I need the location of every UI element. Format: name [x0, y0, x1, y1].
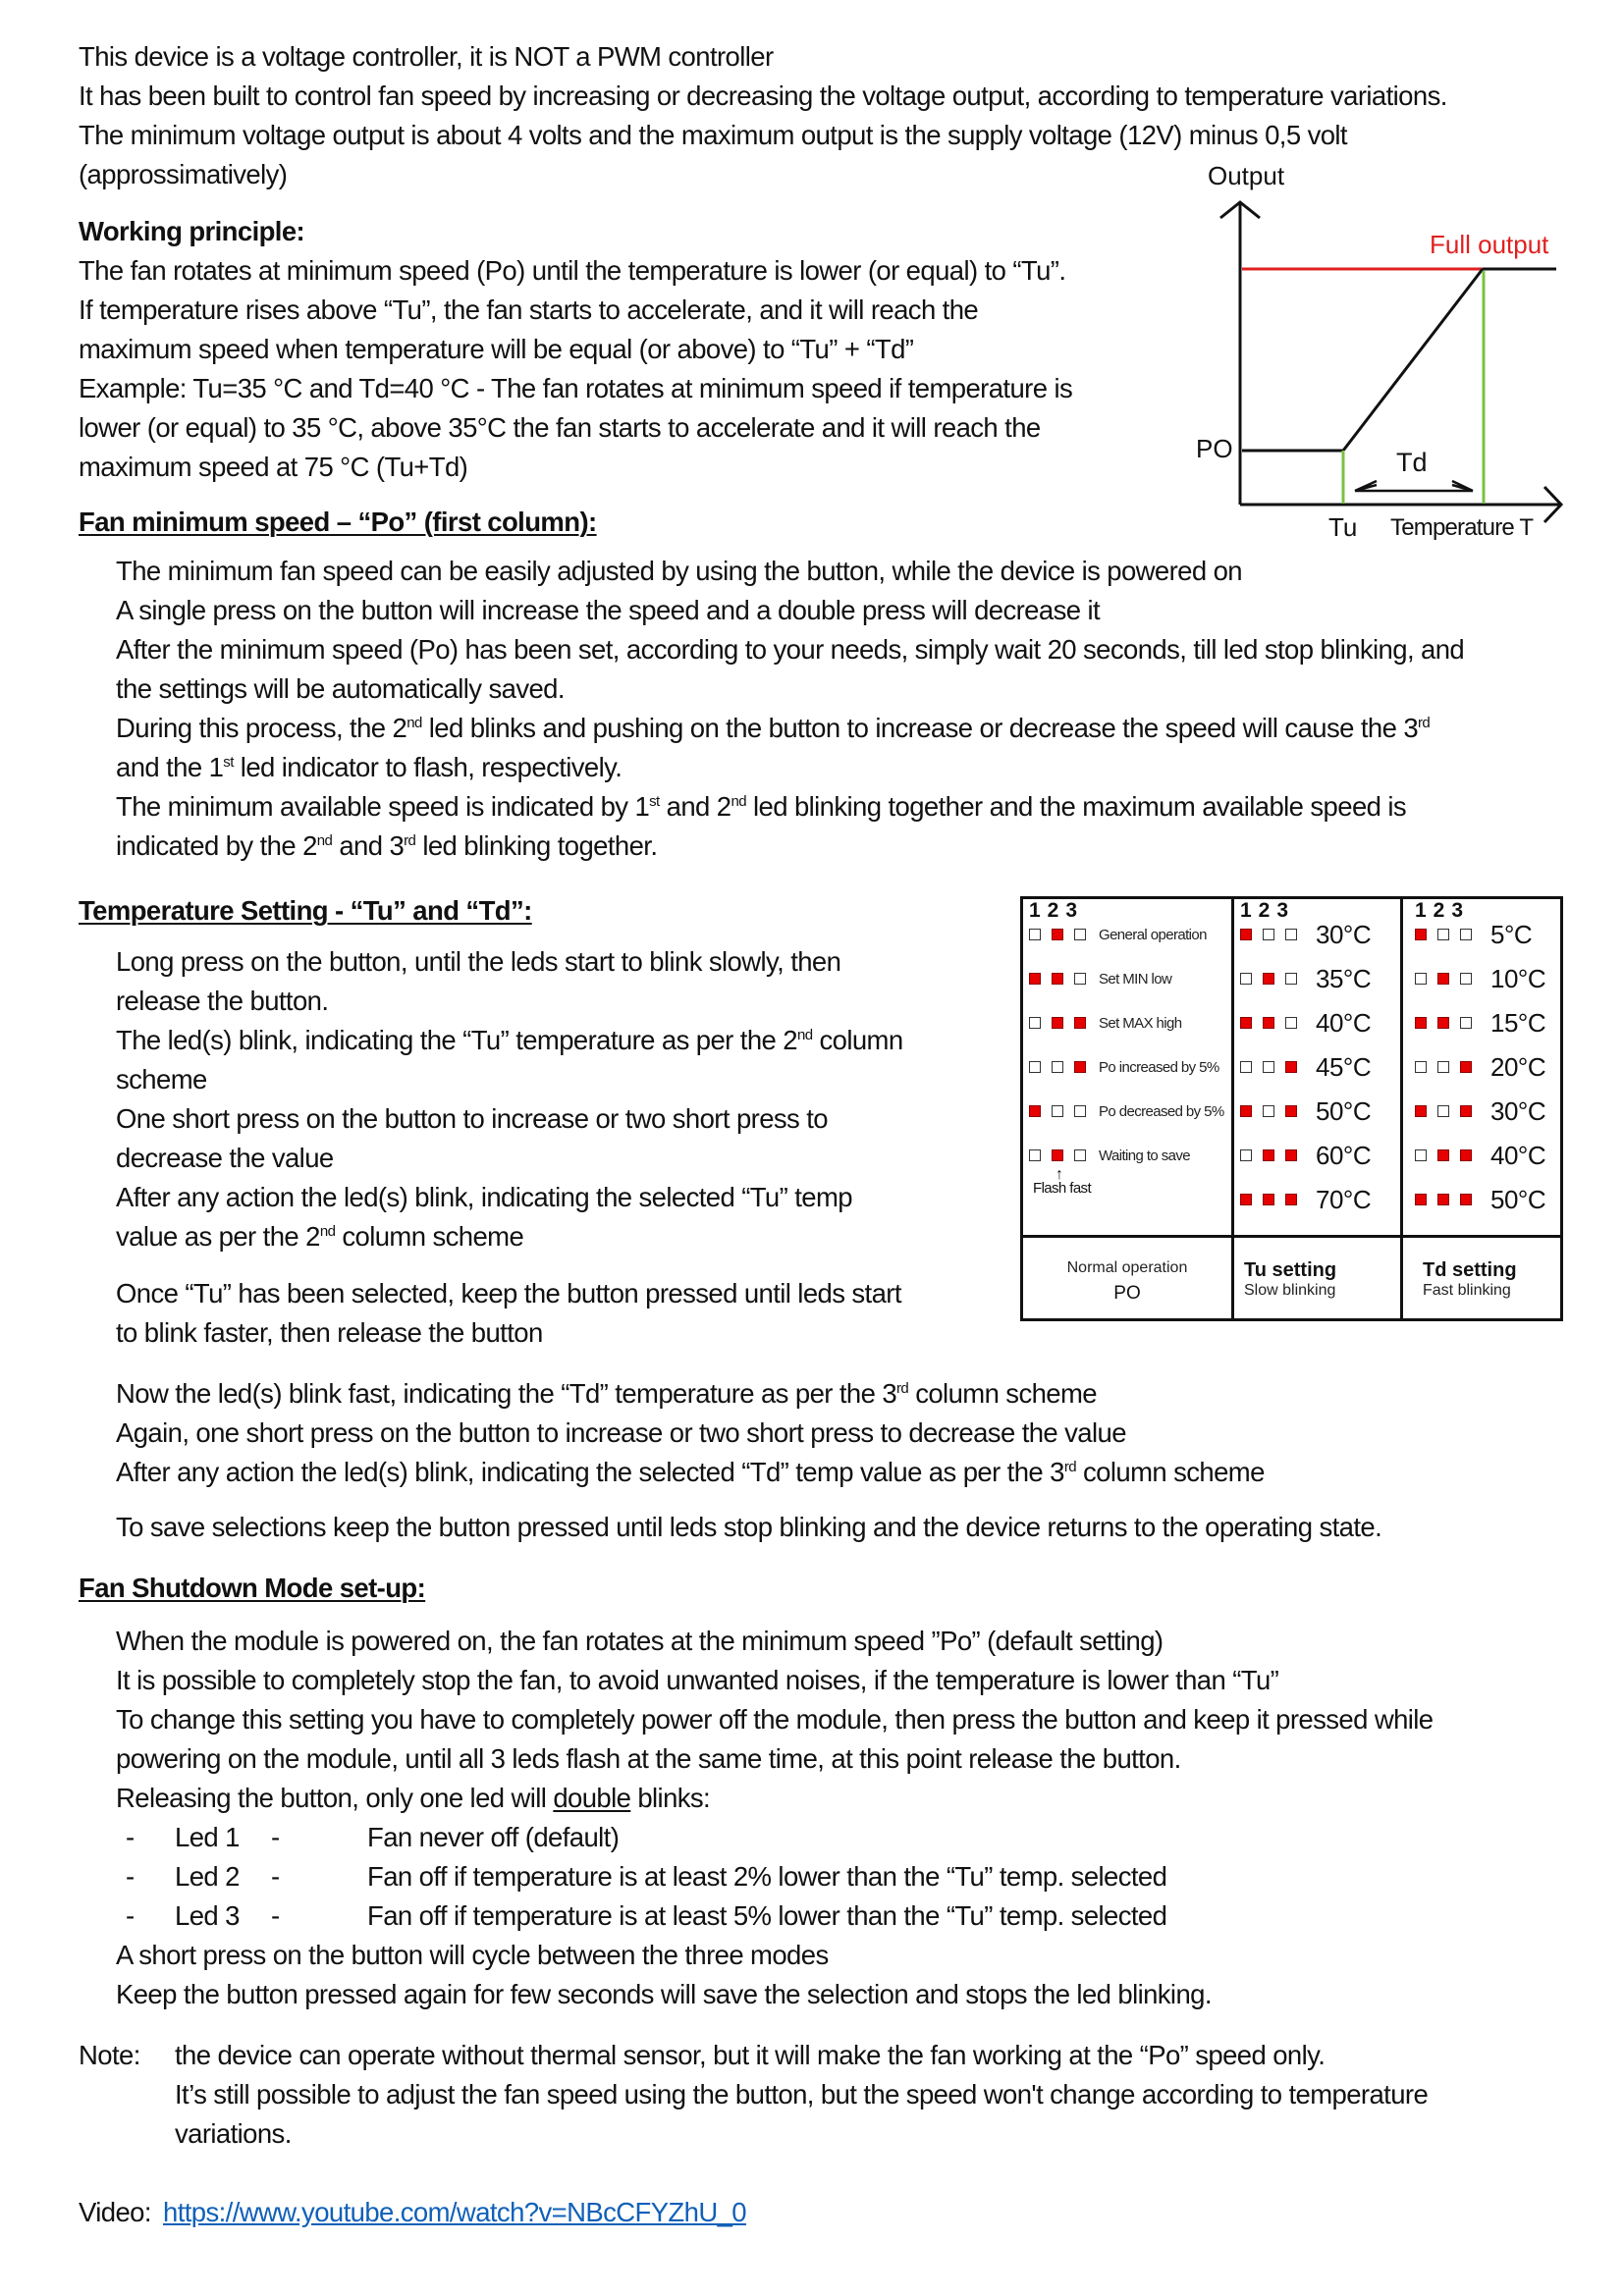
- led-2-flashing-icon: [1052, 1149, 1063, 1161]
- td-row: 20°C: [1415, 1053, 1545, 1081]
- led-1-off: [1029, 1017, 1041, 1029]
- tu-column: [1234, 899, 1400, 1318]
- led-2-on: [1052, 929, 1063, 940]
- led-2-on: [1052, 973, 1063, 985]
- tu-row: 45°C: [1240, 1053, 1371, 1081]
- fan-min-speed-line: and the 1st led indicator to flash, respectively.: [116, 752, 623, 782]
- shutdown-heading: Fan Shutdown Mode set-up:: [79, 1573, 426, 1603]
- diagram-td-label: Td: [1396, 448, 1428, 477]
- led-2-off: [1052, 1105, 1063, 1117]
- led-1-off: [1029, 1061, 1041, 1073]
- diagram-y-label: Output: [1208, 161, 1285, 190]
- temp-setting-line: decrease the value: [116, 1143, 334, 1173]
- tu-row: 35°C: [1240, 965, 1371, 992]
- led-3-on: [1074, 1017, 1086, 1029]
- flash-fast-note: Flash fast: [1033, 1180, 1092, 1197]
- led-1-off: [1029, 1149, 1041, 1161]
- td-row: 40°C: [1415, 1142, 1545, 1169]
- diagram-tu-label: Tu: [1328, 512, 1358, 542]
- temp-setting-line: To save selections keep the button pressed until leds stop blinking and the device returns to the operating state.: [116, 1512, 1382, 1542]
- tu-row: 70°C: [1240, 1186, 1371, 1213]
- intro-line: (approssimatively): [79, 159, 288, 189]
- intro-line: This device is a voltage controller, it is NOT a PWM controller: [79, 41, 774, 72]
- working-principle-heading: Working principle:: [79, 216, 305, 246]
- led-number-header: 123: [1415, 899, 1471, 922]
- shutdown-line: To change this setting you have to completely power off the module, then press the button and keep it pressed while: [116, 1704, 1434, 1735]
- led-3-off: [1074, 1149, 1086, 1161]
- po-column-footer: Normal operation PO: [1066, 1259, 1188, 1304]
- temp-setting-line: One short press on the button to increase or two short press to: [116, 1103, 828, 1134]
- diagram-full-output-label: Full output: [1430, 230, 1549, 259]
- fan-min-speed-line: After the minimum speed (Po) has been set, according to your needs, simply wait 20 seconds, till led stop blinking, and: [116, 634, 1465, 665]
- shutdown-line: powering on the module, until all 3 leds flash at the same time, at this point release the button.: [116, 1743, 1181, 1774]
- po-column: [1023, 899, 1231, 1318]
- led-3-off: [1074, 929, 1086, 940]
- working-principle-line: maximum speed when temperature will be equal (or above) to “Tu” + “Td”: [79, 334, 914, 364]
- temp-setting-line: to blink faster, then release the button: [116, 1317, 543, 1348]
- output-temperature-diagram: [1178, 157, 1624, 550]
- temp-setting-line: After any action the led(s) blink, indicating the selected “Tu” temp: [116, 1182, 852, 1212]
- led-1-on: [1029, 1105, 1041, 1117]
- fan-min-speed-line: The minimum available speed is indicated by 1st and 2nd led blinking together and the maximum available speed is: [116, 791, 1407, 822]
- shutdown-line: When the module is powered on, the fan rotates at the minimum speed ”Po” (default setting): [116, 1626, 1164, 1656]
- working-principle-line: lower (or equal) to 35 °C, above 35°C the fan starts to accelerate and it will reach the: [79, 412, 1041, 443]
- working-principle-line: The fan rotates at minimum speed (Po) until the temperature is lower (or equal) to “Tu”.: [79, 255, 1066, 286]
- temp-setting-line: release the button.: [116, 986, 329, 1016]
- shutdown-line: It is possible to completely stop the fan, to avoid unwanted noises, if the temperature is lower than “Tu”: [116, 1665, 1279, 1695]
- diagram-po-label: PO: [1196, 434, 1233, 463]
- po-row-waiting-to-save: Waiting to save: [1029, 1142, 1190, 1169]
- intro-line: The minimum voltage output is about 4 volts and the maximum output is the supply voltage (12V) minus 0,5 volt: [79, 120, 1347, 150]
- fan-min-speed-line: indicated by the 2nd and 3rd led blinking together.: [116, 830, 658, 861]
- temp-setting-line: Once “Tu” has been selected, keep the button pressed until leds start: [116, 1278, 901, 1308]
- working-principle-line: If temperature rises above “Tu”, the fan starts to accelerate, and it will reach the: [79, 294, 979, 325]
- tu-column-footer: Tu setting Slow blinking: [1244, 1259, 1337, 1299]
- fan-min-speed-line: the settings will be automatically saved.: [116, 673, 565, 704]
- diagram-x-label: Temperature T: [1390, 514, 1534, 541]
- temp-setting-line: After any action the led(s) blink, indicating the selected “Td” temp value as per the 3rd column scheme: [116, 1457, 1265, 1487]
- led-3-off: [1074, 973, 1086, 985]
- led-3-off: [1074, 1105, 1086, 1117]
- working-principle-line: Example: Tu=35 °C and Td=40 °C - The fan rotates at minimum speed if temperature is: [79, 373, 1073, 403]
- temp-setting-line: Again, one short press on the button to increase or two short press to decrease the value: [116, 1417, 1126, 1448]
- fan-min-speed-line: A single press on the button will increase the speed and a double press will decrease it: [116, 595, 1101, 625]
- td-row: 5°C: [1415, 921, 1532, 948]
- td-column: [1403, 899, 1560, 1318]
- tu-row: 30°C: [1240, 921, 1371, 948]
- shutdown-line: A short press on the button will cycle between the three modes: [116, 1940, 829, 1970]
- led-number-header: 123: [1029, 899, 1085, 922]
- temp-setting-line: scheme: [116, 1064, 207, 1095]
- led-scheme-table: [1020, 896, 1563, 1321]
- video-label: Video:: [79, 2197, 151, 2227]
- tu-row: 50°C: [1240, 1097, 1371, 1125]
- temp-setting-line: value as per the 2nd column scheme: [116, 1221, 524, 1252]
- note-line: It’s still possible to adjust the fan speed using the button, but the speed won't change according to temperature: [175, 2079, 1429, 2109]
- led-3-on: [1074, 1061, 1086, 1073]
- led-1-on: [1029, 973, 1041, 985]
- po-row-set-max-high: Set MAX high: [1029, 1009, 1182, 1037]
- td-row: 15°C: [1415, 1009, 1545, 1037]
- temp-setting-line: Now the led(s) blink fast, indicating the “Td” temperature as per the 3rd column scheme: [116, 1378, 1097, 1409]
- tu-row: 60°C: [1240, 1142, 1371, 1169]
- led-2-on: [1052, 1017, 1063, 1029]
- td-row: 10°C: [1415, 965, 1545, 992]
- led-1-off: [1029, 929, 1041, 940]
- fan-min-speed-heading: Fan minimum speed – “Po” (first column):: [79, 507, 597, 537]
- diagram-graphic: [1178, 157, 1624, 550]
- temp-setting-heading: Temperature Setting - “Tu” and “Td”:: [79, 895, 532, 926]
- led-2-off: [1052, 1061, 1063, 1073]
- working-principle-line: maximum speed at 75 °C (Tu+Td): [79, 452, 468, 482]
- temp-setting-line: The led(s) blink, indicating the “Tu” temperature as per the 2nd column: [116, 1025, 903, 1055]
- fan-min-speed-line: During this process, the 2nd led blinks and pushing on the button to increase or decrease the speed will cause the 3rd: [116, 713, 1431, 743]
- po-row-general-operation: General operation: [1029, 921, 1207, 948]
- note-line: the device can operate without thermal sensor, but it will make the fan working at the “Po” speed only.: [175, 2040, 1326, 2070]
- tu-row: 40°C: [1240, 1009, 1371, 1037]
- intro-line: It has been built to control fan speed by increasing or decreasing the voltage output, according to temperature variations.: [79, 80, 1447, 111]
- temp-setting-line: Long press on the button, until the leds start to blink slowly, then: [116, 946, 841, 977]
- note-line: variations.: [175, 2118, 292, 2149]
- up-arrow-icon: ↑: [1056, 1166, 1063, 1183]
- shutdown-line: Releasing the button, only one led will double blinks:: [116, 1783, 711, 1813]
- shutdown-line: Keep the button pressed again for few seconds will save the selection and stops the led blinking.: [116, 1979, 1212, 2009]
- po-row-decreased: Po decreased by 5%: [1029, 1097, 1224, 1125]
- td-row: 30°C: [1415, 1097, 1545, 1125]
- note-label: Note:: [79, 2040, 140, 2070]
- led-number-header: 123: [1240, 899, 1296, 922]
- td-column-footer: Td setting Fast blinking: [1423, 1259, 1517, 1299]
- po-row-set-min-low: Set MIN low: [1029, 965, 1171, 992]
- po-row-increased: Po increased by 5%: [1029, 1053, 1219, 1081]
- fan-min-speed-line: The minimum fan speed can be easily adjusted by using the button, while the device is powered on: [116, 556, 1243, 586]
- td-row: 50°C: [1415, 1186, 1545, 1213]
- video-link[interactable]: https://www.youtube.com/watch?v=NBcCFYZhU_0: [163, 2197, 746, 2227]
